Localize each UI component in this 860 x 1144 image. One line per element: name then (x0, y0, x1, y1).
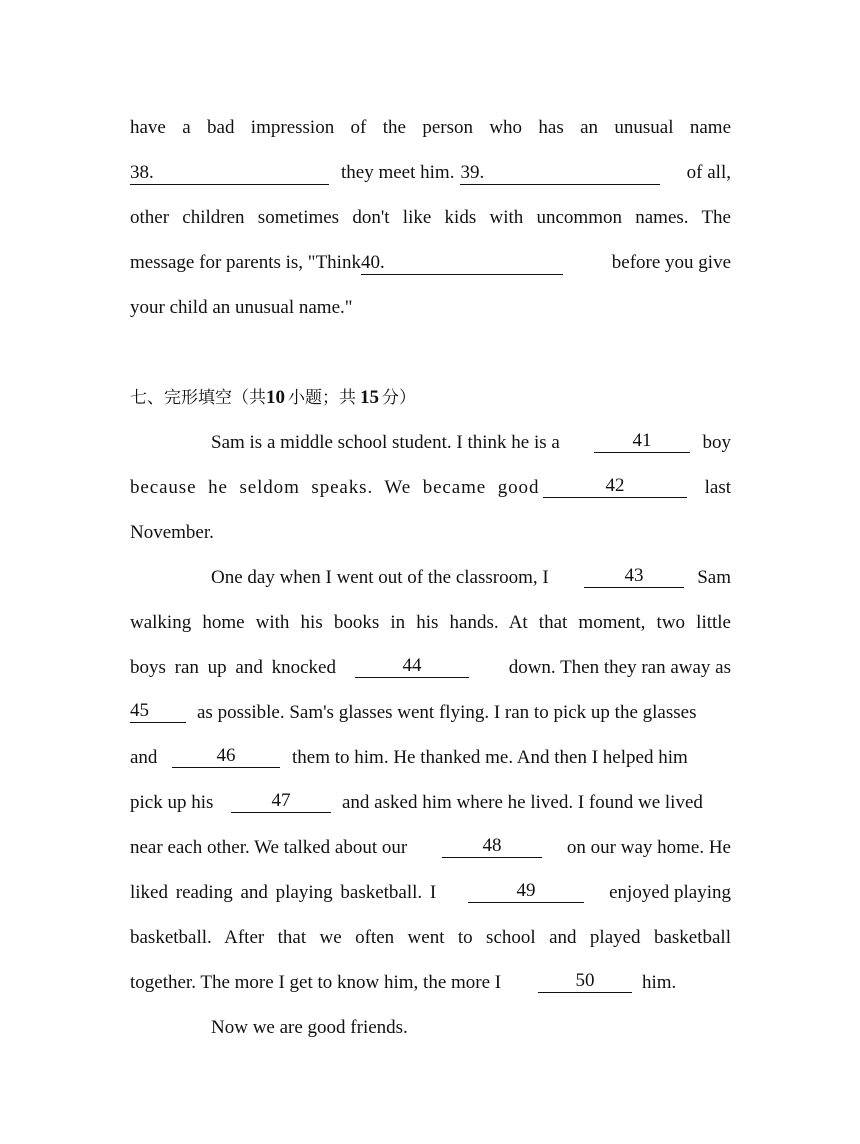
blank-49[interactable]: 49 (468, 881, 584, 903)
passage-text: other children sometimes don't like kids with uncommon names. The (130, 207, 731, 228)
cloze-text: Sam is a middle school student. I think he is a (211, 432, 560, 453)
passage-line-1 (130, 116, 731, 140)
cloze-text: basketball. After that we often went to school and played basketball (130, 927, 731, 948)
blank-39[interactable]: 39. (460, 163, 660, 185)
cloze-line (130, 701, 731, 725)
blank-41[interactable]: 41 (594, 431, 690, 453)
cloze-text: walking home with his books in his hands. At that moment, two little (130, 612, 731, 633)
passage-line-4 (130, 251, 731, 275)
blank-50[interactable]: 50 (538, 971, 632, 993)
cloze-text: enjoyed playing (609, 882, 731, 903)
passage-text: before you give (611, 252, 731, 273)
passage-text: of all, (686, 162, 731, 183)
passage-text: your child an unusual name." (130, 297, 353, 318)
cloze-line (130, 836, 731, 860)
passage-text: have a bad impression of the person who has an unusual name (130, 117, 731, 138)
heading-mid: 小题；共 (288, 388, 356, 408)
cloze-line (130, 791, 731, 815)
cloze-text: liked reading and playing basketball. I (130, 882, 437, 903)
heading-suffix: 分） (382, 388, 416, 408)
cloze-text: near each other. We talked about our (130, 837, 408, 858)
cloze-text: last (704, 477, 731, 498)
cloze-line (211, 431, 731, 455)
passage-line-5 (130, 296, 731, 320)
passage-text: message for parents is, "Think (130, 252, 361, 273)
blank-47[interactable]: 47 (231, 791, 331, 813)
cloze-line (130, 746, 731, 770)
cloze-text: down. Then they ran away as (508, 657, 731, 678)
passage-line-2 (130, 161, 731, 185)
cloze-text: One day when I went out of the classroom, I (211, 567, 549, 588)
cloze-line (130, 926, 731, 950)
blank-38[interactable]: 38. (130, 163, 329, 185)
cloze-line (211, 566, 731, 590)
cloze-text: pick up his (130, 792, 214, 813)
section-heading (130, 386, 731, 410)
cloze-text: boy (702, 432, 731, 453)
cloze-text: Now we are good friends. (211, 1017, 408, 1038)
cloze-text: on our way home. He (566, 837, 731, 858)
blank-42[interactable]: 42 (543, 476, 687, 498)
cloze-text: and (130, 747, 158, 768)
cloze-line (130, 476, 731, 500)
cloze-line (130, 656, 731, 680)
cloze-text: together. The more I get to know him, the more I (130, 972, 502, 993)
cloze-line (130, 611, 731, 635)
blank-45[interactable]: 45 (130, 701, 186, 723)
heading-points: 15 (360, 387, 379, 408)
cloze-line (211, 1016, 731, 1040)
cloze-text: Sam (697, 567, 731, 588)
blank-48[interactable]: 48 (442, 836, 542, 858)
cloze-text: him. (642, 972, 677, 993)
blank-44[interactable]: 44 (355, 656, 469, 678)
cloze-text: boys ran up and knocked (130, 657, 336, 678)
cloze-line (130, 881, 731, 905)
blank-46[interactable]: 46 (172, 746, 280, 768)
passage-text: they meet him. (341, 162, 455, 183)
blank-40[interactable]: 40. (361, 253, 563, 275)
cloze-line (130, 521, 731, 545)
cloze-text: as possible. Sam's glasses went flying. I ran to pick up the glasses (197, 702, 697, 723)
heading-prefix: 七、完形填空（共 (130, 388, 266, 408)
passage-line-3 (130, 206, 731, 230)
blank-43[interactable]: 43 (584, 566, 684, 588)
cloze-text: them to him. He thanked me. And then I helped him (292, 747, 688, 768)
heading-count: 10 (266, 387, 285, 408)
cloze-text: because he seldom speaks. We became good (130, 477, 540, 498)
cloze-line (130, 971, 731, 995)
cloze-text: and asked him where he lived. I found we lived (342, 792, 703, 813)
cloze-text: November. (130, 522, 214, 543)
